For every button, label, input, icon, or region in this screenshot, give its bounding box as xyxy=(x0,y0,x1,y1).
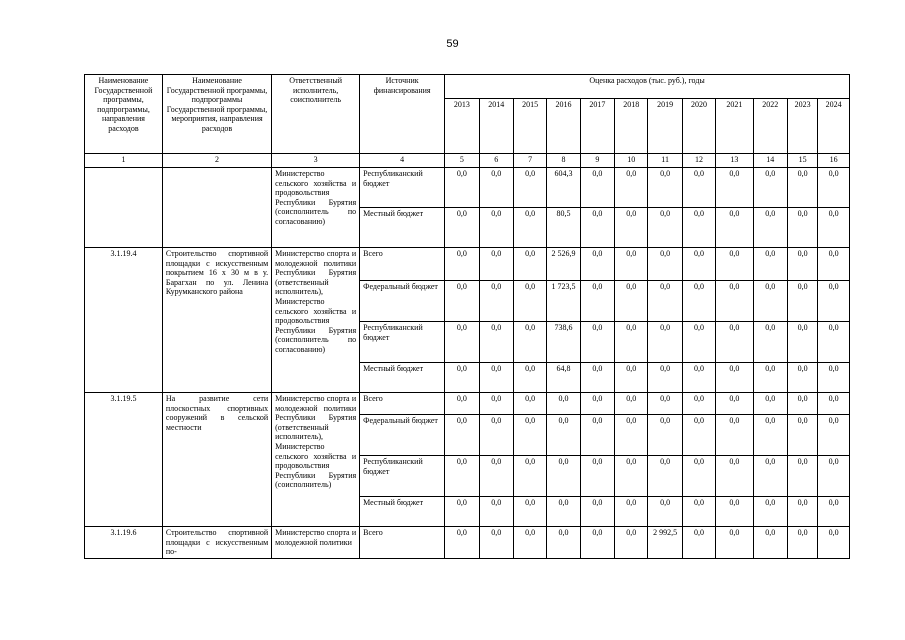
expense-value: 0,0 xyxy=(753,363,787,393)
expense-value: 0,0 xyxy=(788,393,818,415)
event-name: Строительство спортивной площадки с искусственным по- xyxy=(162,527,271,559)
expense-value: 0,0 xyxy=(716,168,753,208)
page-number: 59 xyxy=(446,38,459,50)
expense-value: 0,0 xyxy=(513,208,546,248)
header-column-number: 12 xyxy=(682,154,715,168)
event-name: Строительство спортивной площадки с искусственным покрытием 16 х 30 м в у. Барагхан по ул. Ленина Курумканского района xyxy=(162,248,271,393)
expense-value: 0,0 xyxy=(580,456,614,497)
expense-value: 0,0 xyxy=(753,393,787,415)
expense-value: 0,0 xyxy=(445,322,479,363)
expense-value: 0,0 xyxy=(547,497,580,527)
expense-value: 0,0 xyxy=(818,322,850,363)
expense-value: 0,0 xyxy=(788,281,818,322)
header-column-number: 2 xyxy=(162,154,271,168)
header-estimate: Оценка расходов (тыс. руб.), годы xyxy=(445,75,850,99)
funding-source: Республиканский бюджет xyxy=(360,168,445,208)
header-year: 2021 xyxy=(716,99,753,154)
expense-value: 0,0 xyxy=(479,168,513,208)
expense-value: 0,0 xyxy=(547,527,580,559)
expense-value: 0,0 xyxy=(615,527,648,559)
expense-value: 0,0 xyxy=(479,415,513,456)
expense-value: 0,0 xyxy=(615,248,648,281)
header-executor: Ответственный исполнитель, соисполнитель xyxy=(272,75,360,154)
expense-value: 0,0 xyxy=(580,527,614,559)
expense-value: 0,0 xyxy=(818,281,850,322)
funding-source: Федеральный бюджет xyxy=(360,281,445,322)
expense-value: 738,6 xyxy=(547,322,580,363)
table-row xyxy=(85,248,850,281)
header-column-number: 15 xyxy=(788,154,818,168)
expense-value: 0,0 xyxy=(445,248,479,281)
header-column-number: 9 xyxy=(580,154,614,168)
header-funding-source: Источник финансирования xyxy=(360,75,445,154)
funding-source: Местный бюджет xyxy=(360,208,445,248)
expense-value: 0,0 xyxy=(513,415,546,456)
expense-value: 0,0 xyxy=(479,208,513,248)
expense-value: 0,0 xyxy=(818,497,850,527)
header-year: 2017 xyxy=(580,99,614,154)
table-row xyxy=(85,168,850,208)
expense-value: 0,0 xyxy=(753,322,787,363)
expense-value: 0,0 xyxy=(716,497,753,527)
header-event: Наименование Государственной программы, подпрограммы Государственной программы, мероприятия, направления расходов xyxy=(162,75,271,154)
expense-value: 0,0 xyxy=(580,393,614,415)
expense-value: 0,0 xyxy=(580,248,614,281)
expense-value: 0,0 xyxy=(547,393,580,415)
expense-value: 0,0 xyxy=(716,527,753,559)
funding-source: Местный бюджет xyxy=(360,497,445,527)
expense-value: 0,0 xyxy=(513,456,546,497)
funding-source: Республиканский бюджет xyxy=(360,456,445,497)
expense-value: 64,8 xyxy=(547,363,580,393)
executor: Министерство сельского хозяйства и продовольствия Республики Бурятия (соисполнитель по согласованию) xyxy=(272,168,360,248)
funding-source: Всего xyxy=(360,393,445,415)
expense-value: 0,0 xyxy=(716,322,753,363)
expense-value: 0,0 xyxy=(445,208,479,248)
expense-value: 0,0 xyxy=(716,415,753,456)
expense-value: 604,3 xyxy=(547,168,580,208)
expense-value: 0,0 xyxy=(479,281,513,322)
header-year: 2020 xyxy=(682,99,715,154)
expense-value: 0,0 xyxy=(682,208,715,248)
header-year: 2019 xyxy=(648,99,682,154)
executor: Министерство спорта и молодежной политики Республики Бурятия (ответственный исполнитель), Министерство сельского хозяйства и продовольствия Республики Бурятия (соисполнитель по согласованию) xyxy=(272,248,360,393)
expense-value: 0,0 xyxy=(788,456,818,497)
header-year: 2018 xyxy=(615,99,648,154)
expense-value: 0,0 xyxy=(716,363,753,393)
funding-source: Федеральный бюджет xyxy=(360,415,445,456)
expense-value: 0,0 xyxy=(615,168,648,208)
header-column-number: 16 xyxy=(818,154,850,168)
expense-value: 2 992,5 xyxy=(648,527,682,559)
header-column-number: 11 xyxy=(648,154,682,168)
expense-value: 0,0 xyxy=(648,281,682,322)
expense-value: 0,0 xyxy=(513,393,546,415)
header-column-number: 1 xyxy=(85,154,163,168)
funding-source: Республиканский бюджет xyxy=(360,322,445,363)
header-column-number: 10 xyxy=(615,154,648,168)
executor: Министерство спорта и молодежной политики Республики Бурятия (ответственный исполнитель), Министерство сельского хозяйства и продовольствия Республики Бурятия (соисполнитель) xyxy=(272,393,360,527)
expense-value: 0,0 xyxy=(818,456,850,497)
expense-value: 0,0 xyxy=(479,527,513,559)
expense-value: 0,0 xyxy=(682,393,715,415)
expense-value: 0,0 xyxy=(580,322,614,363)
expense-value: 0,0 xyxy=(788,248,818,281)
expense-value: 0,0 xyxy=(682,415,715,456)
expense-value: 0,0 xyxy=(818,415,850,456)
expense-value: 0,0 xyxy=(682,322,715,363)
expense-value: 0,0 xyxy=(716,456,753,497)
header-year: 2014 xyxy=(479,99,513,154)
expense-value: 0,0 xyxy=(818,363,850,393)
expense-value: 0,0 xyxy=(445,456,479,497)
expense-value: 0,0 xyxy=(682,168,715,208)
expense-value: 0,0 xyxy=(753,281,787,322)
expense-value: 0,0 xyxy=(788,168,818,208)
expense-value: 0,0 xyxy=(479,322,513,363)
event-name: На развитие сети плоскостных спортивных сооружений в сельской местности xyxy=(162,393,271,527)
table-row xyxy=(85,393,850,415)
expense-value: 0,0 xyxy=(513,322,546,363)
expense-value: 0,0 xyxy=(479,248,513,281)
expense-value: 0,0 xyxy=(615,208,648,248)
expense-value: 0,0 xyxy=(479,497,513,527)
expense-value: 0,0 xyxy=(682,248,715,281)
expense-value: 0,0 xyxy=(445,363,479,393)
header-column-number: 5 xyxy=(445,154,479,168)
program-code xyxy=(85,168,163,248)
expense-value: 0,0 xyxy=(682,497,715,527)
expense-value: 0,0 xyxy=(648,497,682,527)
header-year: 2013 xyxy=(445,99,479,154)
expense-value: 0,0 xyxy=(615,393,648,415)
expense-value: 0,0 xyxy=(753,208,787,248)
funding-source: Местный бюджет xyxy=(360,363,445,393)
program-code: 3.1.19.4 xyxy=(85,248,163,393)
budget-table xyxy=(84,74,850,559)
expense-value: 0,0 xyxy=(818,248,850,281)
expense-value: 0,0 xyxy=(753,456,787,497)
expense-value: 0,0 xyxy=(716,208,753,248)
expense-value: 0,0 xyxy=(615,363,648,393)
header-program: Наименование Государственной программы, подпрограммы, направления расходов xyxy=(85,75,163,154)
expense-value: 0,0 xyxy=(648,393,682,415)
expense-value: 0,0 xyxy=(788,363,818,393)
expense-value: 0,0 xyxy=(445,168,479,208)
expense-value: 0,0 xyxy=(580,281,614,322)
expense-value: 0,0 xyxy=(648,415,682,456)
expense-value: 0,0 xyxy=(513,497,546,527)
expense-value: 0,0 xyxy=(716,281,753,322)
expense-value: 0,0 xyxy=(648,168,682,208)
expense-value: 0,0 xyxy=(513,363,546,393)
header-column-number: 13 xyxy=(716,154,753,168)
expense-value: 0,0 xyxy=(580,415,614,456)
expense-value: 0,0 xyxy=(818,168,850,208)
expense-value: 0,0 xyxy=(615,456,648,497)
funding-source: Всего xyxy=(360,527,445,559)
expense-value: 0,0 xyxy=(682,456,715,497)
header-column-number: 6 xyxy=(479,154,513,168)
expense-value: 0,0 xyxy=(547,456,580,497)
expense-value: 0,0 xyxy=(682,363,715,393)
expense-value: 0,0 xyxy=(753,168,787,208)
expense-value: 0,0 xyxy=(445,527,479,559)
program-code: 3.1.19.6 xyxy=(85,527,163,559)
expense-value: 0,0 xyxy=(445,393,479,415)
header-year: 2024 xyxy=(818,99,850,154)
expense-value: 0,0 xyxy=(445,497,479,527)
expense-value: 0,0 xyxy=(753,497,787,527)
expense-value: 0,0 xyxy=(580,363,614,393)
expense-value: 0,0 xyxy=(648,248,682,281)
funding-source: Всего xyxy=(360,248,445,281)
expense-value: 0,0 xyxy=(615,497,648,527)
header-year: 2022 xyxy=(753,99,787,154)
expense-value: 0,0 xyxy=(580,168,614,208)
header-column-number: 7 xyxy=(513,154,546,168)
expense-value: 0,0 xyxy=(788,527,818,559)
expense-value: 0,0 xyxy=(479,456,513,497)
table-row xyxy=(85,527,850,559)
header-year: 2015 xyxy=(513,99,546,154)
expense-value: 0,0 xyxy=(753,248,787,281)
expense-value: 0,0 xyxy=(513,281,546,322)
expense-value: 2 526,9 xyxy=(547,248,580,281)
expense-value: 0,0 xyxy=(615,322,648,363)
expense-value: 1 723,5 xyxy=(547,281,580,322)
expense-value: 0,0 xyxy=(580,208,614,248)
header-column-number: 4 xyxy=(360,154,445,168)
expense-value: 0,0 xyxy=(445,281,479,322)
expense-value: 0,0 xyxy=(682,527,715,559)
header-year: 2023 xyxy=(788,99,818,154)
expense-value: 0,0 xyxy=(716,393,753,415)
executor: Министерство спорта и молодежной политики xyxy=(272,527,360,559)
expense-value: 0,0 xyxy=(648,208,682,248)
header-column-number: 14 xyxy=(753,154,787,168)
expense-value: 0,0 xyxy=(648,322,682,363)
header-column-number: 8 xyxy=(547,154,580,168)
expense-value: 0,0 xyxy=(818,527,850,559)
expense-value: 0,0 xyxy=(615,415,648,456)
expense-value: 0,0 xyxy=(615,281,648,322)
expense-value: 0,0 xyxy=(479,393,513,415)
expense-value: 0,0 xyxy=(513,248,546,281)
expense-value: 0,0 xyxy=(445,415,479,456)
expense-value: 0,0 xyxy=(788,415,818,456)
header-column-number: 3 xyxy=(272,154,360,168)
expense-value: 0,0 xyxy=(818,393,850,415)
expense-value: 0,0 xyxy=(788,322,818,363)
expense-value: 0,0 xyxy=(513,168,546,208)
expense-value: 0,0 xyxy=(648,456,682,497)
expense-value: 0,0 xyxy=(788,497,818,527)
expense-value: 0,0 xyxy=(818,208,850,248)
expense-value: 0,0 xyxy=(753,527,787,559)
expense-value: 0,0 xyxy=(513,527,546,559)
header-year: 2016 xyxy=(547,99,580,154)
expense-value: 0,0 xyxy=(788,208,818,248)
expense-value: 80,5 xyxy=(547,208,580,248)
event-name xyxy=(162,168,271,248)
expense-value: 0,0 xyxy=(580,497,614,527)
expense-value: 0,0 xyxy=(479,363,513,393)
expense-value: 0,0 xyxy=(716,248,753,281)
expense-value: 0,0 xyxy=(753,415,787,456)
expense-value: 0,0 xyxy=(648,363,682,393)
expense-value: 0,0 xyxy=(682,281,715,322)
expense-value: 0,0 xyxy=(547,415,580,456)
program-code: 3.1.19.5 xyxy=(85,393,163,527)
